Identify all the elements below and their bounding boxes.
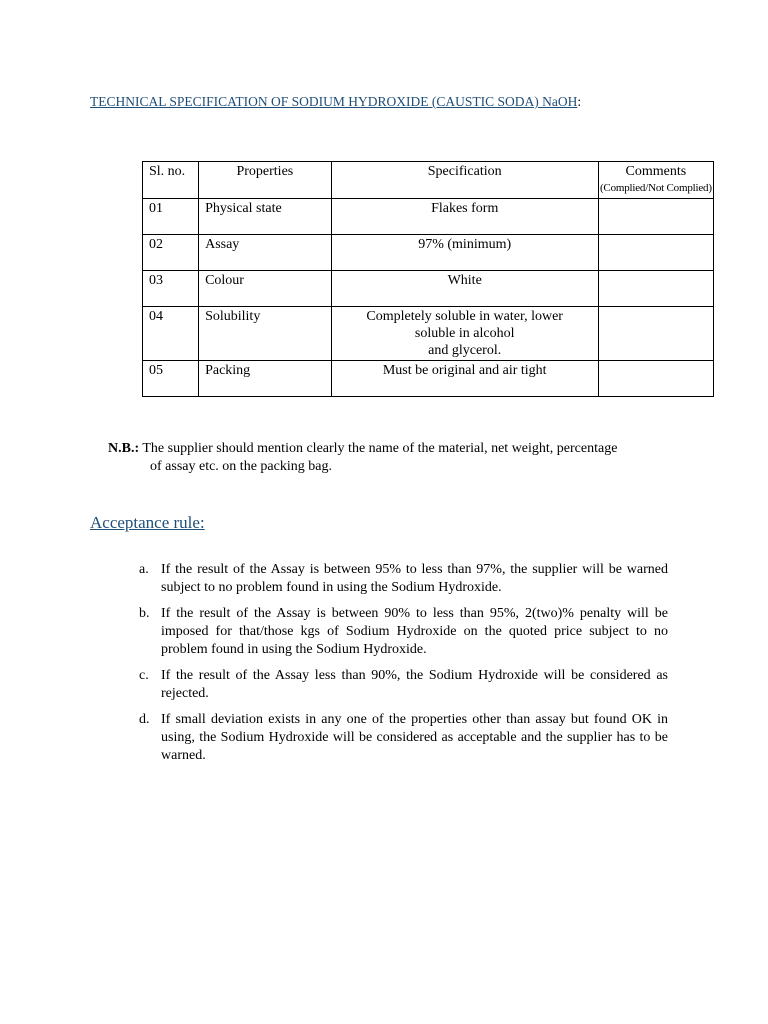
acceptance-heading: Acceptance rule: (90, 513, 205, 532)
cell-specification-line: and glycerol. (428, 343, 502, 358)
list-item-label: b. (139, 606, 150, 621)
list-item-text: If the result of the Assay is between 95% to less than 97%, the supplier will be warned subject to no problem found in using the Sodium Hydroxide. (161, 562, 668, 595)
list-item-label: d. (139, 712, 150, 727)
document-title (90, 94, 581, 110)
list-item-text: If the result of the Assay is between 90% to less than 95%, 2(two)% penalty will be imposed for that/those kgs of Sodium Hydroxide on the quoted price subject to no problem found in using the Sodium Hydroxide. (161, 606, 668, 657)
cell-sl: 03 (143, 271, 199, 307)
table-row (143, 271, 714, 307)
note-line-2: of assay etc. on the packing bag. (150, 459, 332, 474)
cell-specification-line: soluble in alcohol (414, 326, 515, 341)
header-sl-no: Sl. no. (143, 162, 199, 199)
cell-comment (598, 307, 713, 361)
cell-sl: 02 (143, 235, 199, 271)
cell-property: Solubility (199, 307, 332, 361)
header-comments-sublabel: (Complied/Not Complied) (599, 182, 712, 194)
list-item-label: c. (139, 668, 149, 683)
cell-sl: 01 (143, 199, 199, 235)
cell-property: Colour (199, 271, 332, 307)
table-row (143, 307, 714, 361)
cell-property: Physical state (199, 199, 332, 235)
cell-sl: 05 (143, 361, 199, 397)
list-item (136, 711, 668, 765)
table-header-row (143, 162, 714, 199)
table-row (143, 361, 714, 397)
cell-comment (598, 235, 713, 271)
list-item-text: If small deviation exists in any one of the properties other than assay but found OK in using, the Sodium Hydroxide will be considered as acceptable and the supplier has to be warned. (161, 712, 668, 763)
header-comments (598, 162, 713, 199)
list-item (136, 561, 668, 597)
cell-comment (598, 271, 713, 307)
list-item-text: If the result of the Assay less than 90%, the Sodium Hydroxide will be considered as rejected. (161, 668, 668, 701)
header-comments-label: Comments (625, 164, 687, 179)
cell-specification: White (331, 271, 598, 307)
table-row (143, 235, 714, 271)
cell-specification: Flakes form (331, 199, 598, 235)
cell-specification: Must be original and air tight (331, 361, 598, 397)
cell-specification-line: Completely soluble in water, lower (366, 309, 563, 324)
cell-specification: 97% (minimum) (331, 235, 598, 271)
cell-property: Packing (199, 361, 332, 397)
document-title-colon: : (577, 94, 582, 109)
acceptance-rules-list (136, 561, 668, 773)
table-row (143, 199, 714, 235)
cell-specification (331, 307, 598, 361)
cell-comment (598, 199, 713, 235)
note-line-1: The supplier should mention clearly the name of the material, net weight, percentage (142, 441, 618, 456)
document-title-text: TECHNICAL SPECIFICATION OF SODIUM HYDROXIDE (CAUSTIC SODA) NaOH (90, 94, 578, 109)
list-item-label: a. (139, 562, 149, 577)
cell-comment (598, 361, 713, 397)
header-specification: Specification (331, 162, 598, 199)
cell-property: Assay (199, 235, 332, 271)
note-paragraph (108, 440, 670, 476)
specification-table (142, 161, 714, 397)
list-item (136, 605, 668, 659)
list-item (136, 667, 668, 703)
note-label: N.B.: (108, 441, 140, 456)
cell-sl: 04 (143, 307, 199, 361)
header-properties: Properties (199, 162, 332, 199)
